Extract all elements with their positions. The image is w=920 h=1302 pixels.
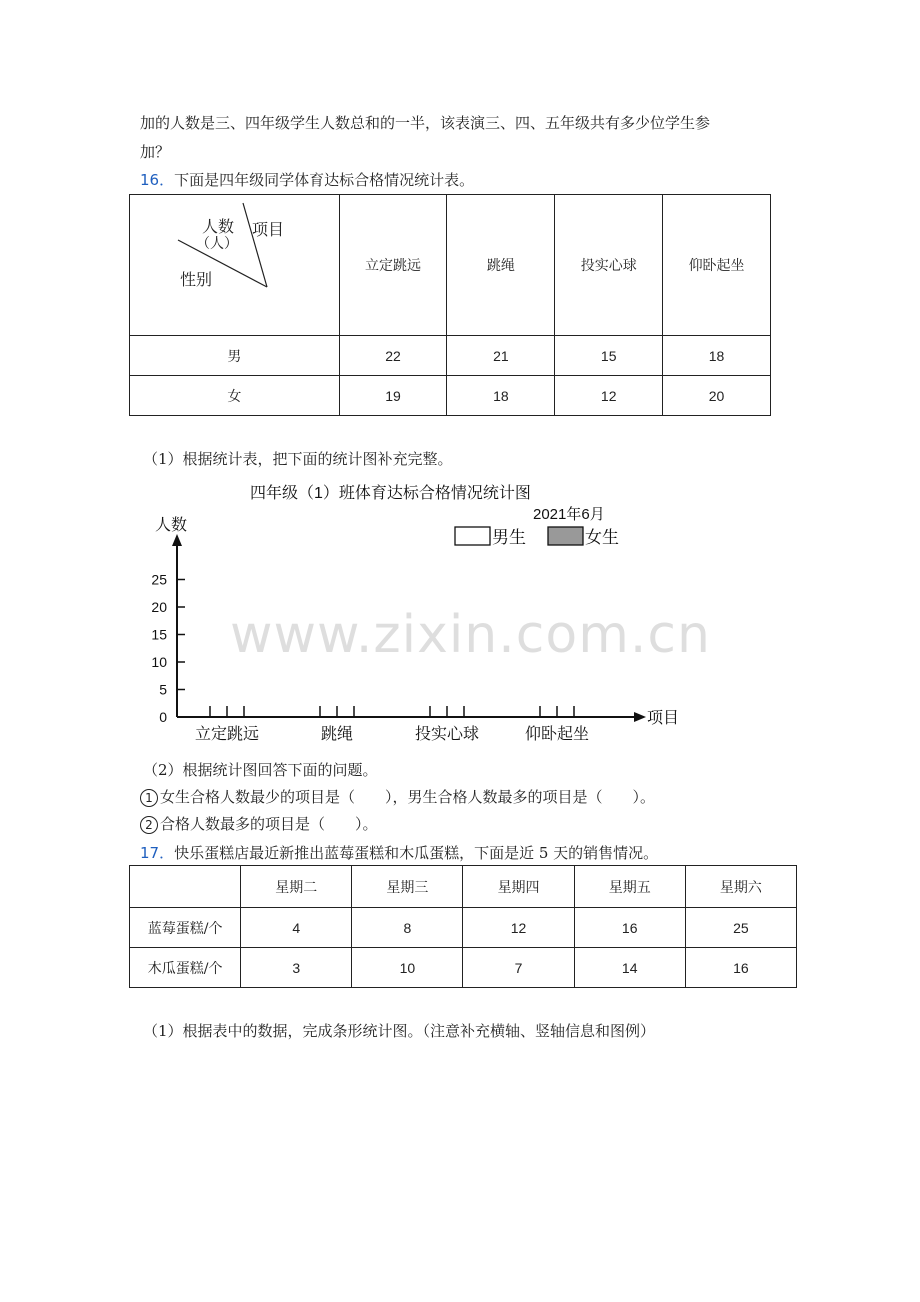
table-cell: 12 — [463, 908, 574, 948]
y-tick-label: 20 — [151, 599, 167, 615]
question-text: 快乐蛋糕店最近新推出蓝莓蛋糕和木瓜蛋糕，下面是近 5 天的销售情况。 — [174, 844, 659, 862]
y-axis-arrow — [172, 534, 182, 546]
x-tick-label: 投实心球 — [414, 726, 480, 743]
column-header: 投实心球 — [555, 195, 663, 336]
column-header — [130, 866, 241, 908]
table-row — [130, 908, 797, 948]
x-tick-label: 跳绳 — [320, 726, 354, 743]
table-cell: 8 — [352, 908, 463, 948]
legend-label: 女生 — [585, 528, 619, 547]
y-tick-label: 5 — [159, 681, 167, 698]
question-text: 合格人数最多的项目是（ ）。 — [160, 815, 378, 833]
corner-label-count: 人数 — [202, 219, 235, 236]
question-16-part-2: （2）根据统计图回答下面的问题。 — [143, 761, 378, 779]
y-tick-label: 15 — [151, 626, 167, 643]
question-number: 16． — [140, 171, 175, 189]
column-header: 星期四 — [463, 866, 574, 908]
table-cell: 22 — [339, 336, 447, 376]
column-header: 星期五 — [574, 866, 685, 908]
y-tick-label: 25 — [151, 571, 167, 588]
legend-label: 男生 — [492, 528, 526, 547]
table-row — [130, 948, 797, 988]
y-tick-label: 0 — [159, 709, 167, 725]
intro-line-2: 加？ — [140, 143, 171, 161]
intro-line-1: 加的人数是三、四年级学生人数总和的一半，该表演三、四、五年级共有多少位学生参 — [140, 114, 711, 132]
table-cell: 16 — [574, 908, 685, 948]
corner-label-unit: （人） — [196, 235, 238, 251]
fitness-table — [129, 194, 771, 416]
table-cell: 4 — [241, 908, 352, 948]
x-tick-label: 仰卧起坐 — [524, 726, 590, 743]
row-label: 木瓜蛋糕/个 — [130, 948, 241, 988]
question-17-part-1: （1）根据表中的数据，完成条形统计图。（注意补充横轴、竖轴信息和图例） — [143, 1022, 656, 1040]
corner-diagonal-lines — [130, 195, 339, 336]
table-cell: 7 — [463, 948, 574, 988]
question-number: 17． — [140, 844, 175, 862]
column-header: 立定跳远 — [339, 195, 447, 336]
cake-sales-table — [129, 865, 797, 988]
legend-swatch — [548, 527, 583, 545]
question-16-item-a — [140, 786, 655, 807]
y-axis-label: 人数 — [155, 517, 188, 534]
table-cell: 16 — [685, 948, 796, 988]
question-16-heading — [140, 169, 474, 190]
circled-number-1: 1 — [140, 789, 158, 807]
table-cell: 12 — [555, 376, 663, 416]
question-text: 下面是四年级同学体育达标合格情况统计表。 — [174, 171, 475, 189]
column-header: 跳绳 — [447, 195, 555, 336]
corner-label-item: 项目 — [252, 222, 285, 239]
column-header: 星期三 — [352, 866, 463, 908]
row-label: 女 — [130, 376, 340, 416]
question-16-item-b — [140, 813, 378, 834]
legend-swatch — [455, 527, 490, 545]
table-row — [130, 336, 771, 376]
column-header: 仰卧起坐 — [663, 195, 771, 336]
corner-header-cell — [130, 195, 340, 336]
table-cell: 20 — [663, 376, 771, 416]
x-axis-arrow — [634, 712, 646, 722]
question-16-part-1: （1）根据统计表，把下面的统计图补充完整。 — [143, 450, 453, 468]
table-cell: 18 — [663, 336, 771, 376]
chart-title: 四年级（1）班体育达标合格情况统计图 — [250, 485, 531, 502]
table-cell: 18 — [447, 376, 555, 416]
question-text: 女生合格人数最少的项目是（ ），男生合格人数最多的项目是（ ）。 — [160, 788, 656, 806]
table-cell: 25 — [685, 908, 796, 948]
table-cell: 15 — [555, 336, 663, 376]
y-tick-label: 10 — [151, 654, 167, 670]
table-cell: 14 — [574, 948, 685, 988]
table-row — [130, 376, 771, 416]
watermark: www.zixin.com.cn — [230, 605, 711, 665]
row-label: 男 — [130, 336, 340, 376]
question-17-heading — [140, 842, 658, 863]
chart-date: 2021年6月 — [533, 506, 605, 523]
table-cell: 10 — [352, 948, 463, 988]
corner-label-gender: 性别 — [180, 272, 213, 289]
table-cell: 21 — [447, 336, 555, 376]
row-label: 蓝莓蛋糕/个 — [130, 908, 241, 948]
column-header: 星期六 — [685, 866, 796, 908]
column-header: 星期二 — [241, 866, 352, 908]
x-tick-label: 立定跳远 — [194, 726, 260, 743]
table-cell: 3 — [241, 948, 352, 988]
x-axis-label: 项目 — [647, 710, 680, 727]
circled-number-2: 2 — [140, 816, 158, 834]
table-cell: 19 — [339, 376, 447, 416]
